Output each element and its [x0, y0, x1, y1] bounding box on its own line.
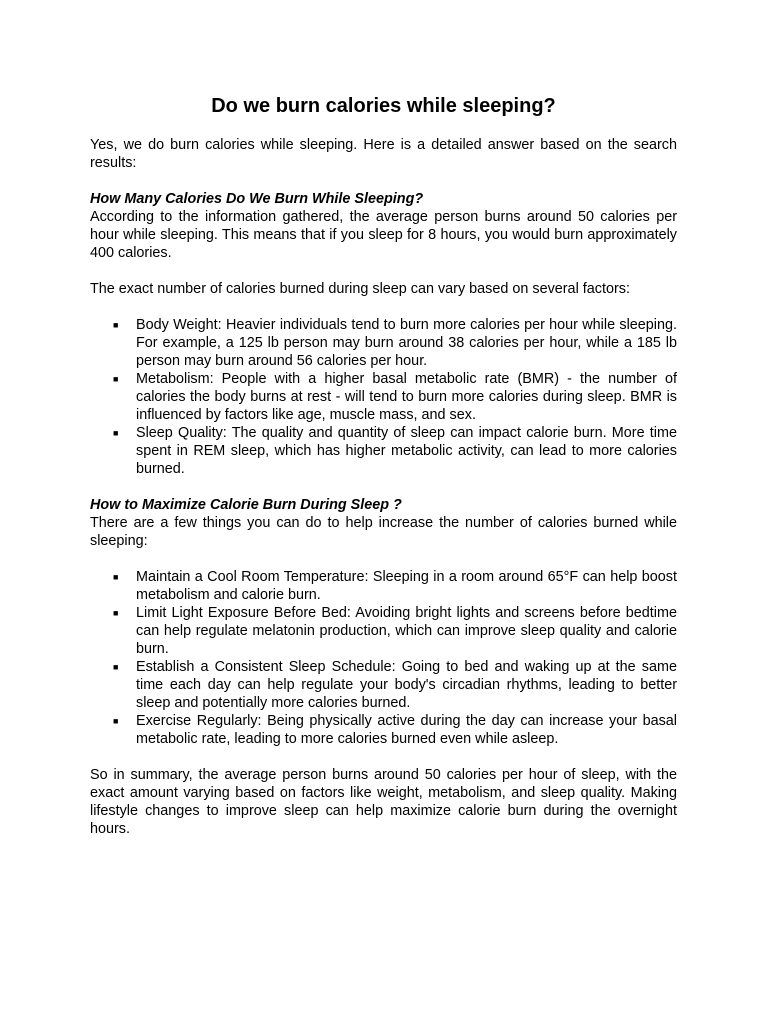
section-heading-maximize-burn: How to Maximize Calorie Burn During Sleep ? [90, 497, 402, 513]
list-item-text: Establish a Consistent Sleep Schedule: Going to bed and waking up at the same time each day can help regulate your body's circadian rhythms, leading to better sleep and potentially more calories burned. [136, 659, 677, 711]
list-item-exercise [113, 712, 677, 748]
document-page [90, 92, 677, 838]
list-item-sleep-quality [113, 424, 677, 478]
list-item-text: Limit Light Exposure Before Bed: Avoiding bright lights and screens before bedtime can help regulate melatonin production, which can improve sleep quality and calorie burn. [136, 605, 677, 657]
bullet-icon: ■ [113, 320, 119, 330]
intro-paragraph: Yes, we do burn calories while sleeping. Here is a detailed answer based on the search results: [90, 137, 677, 171]
section1-paragraph: According to the information gathered, the average person burns around 50 calories per hour while sleeping. This means that if you sleep for 8 hours, you would burn approximately 400 calories. [90, 209, 677, 261]
list-item-text: Exercise Regularly: Being physically active during the day can increase your basal metabolic rate, leading to more calories burned even while asleep. [136, 713, 677, 747]
factors-list [90, 316, 677, 478]
section-heading-calories-burned: How Many Calories Do We Burn While Sleeping? [90, 191, 424, 207]
bullet-icon: ■ [113, 572, 119, 582]
list-item-text: Maintain a Cool Room Temperature: Sleeping in a room around 65°F can help boost metabolism and calorie burn. [136, 569, 677, 603]
list-item-text: Sleep Quality: The quality and quantity of sleep can impact calorie burn. More time spent in REM sleep, which has higher metabolic activity, can lead to more calories burned. [136, 425, 677, 477]
list-item-text: Body Weight: Heavier individuals tend to burn more calories per hour while sleeping. For example, a 125 lb person may burn around 38 calories per hour, while a 185 lb person may burn around 56 calories per hour. [136, 317, 677, 369]
document-title: Do we burn calories while sleeping? [211, 95, 556, 117]
summary-paragraph: So in summary, the average person burns around 50 calories per hour of sleep, with the exact amount varying based on factors like weight, metabolism, and sleep quality. Making lifestyle changes to improve sleep can help maximize calorie burn during the overnight hours. [90, 767, 677, 837]
list-item-room-temperature [113, 568, 677, 604]
bullet-icon: ■ [113, 716, 119, 726]
tips-list [90, 568, 677, 748]
list-item-metabolism [113, 370, 677, 424]
list-item-text: Metabolism: People with a higher basal metabolic rate (BMR) - the number of calories the body burns at rest - will tend to burn more calories during sleep. BMR is influenced by factors like age, muscle mass, and sex. [136, 371, 677, 423]
list-item-body-weight [113, 316, 677, 370]
bullet-icon: ■ [113, 608, 119, 618]
section2-paragraph: There are a few things you can do to help increase the number of calories burned while sleeping: [90, 515, 677, 549]
factors-paragraph: The exact number of calories burned during sleep can vary based on several factors: [90, 281, 630, 297]
bullet-icon: ■ [113, 374, 119, 384]
list-item-sleep-schedule [113, 658, 677, 712]
list-item-light-exposure [113, 604, 677, 658]
bullet-icon: ■ [113, 428, 119, 438]
bullet-icon: ■ [113, 662, 119, 672]
